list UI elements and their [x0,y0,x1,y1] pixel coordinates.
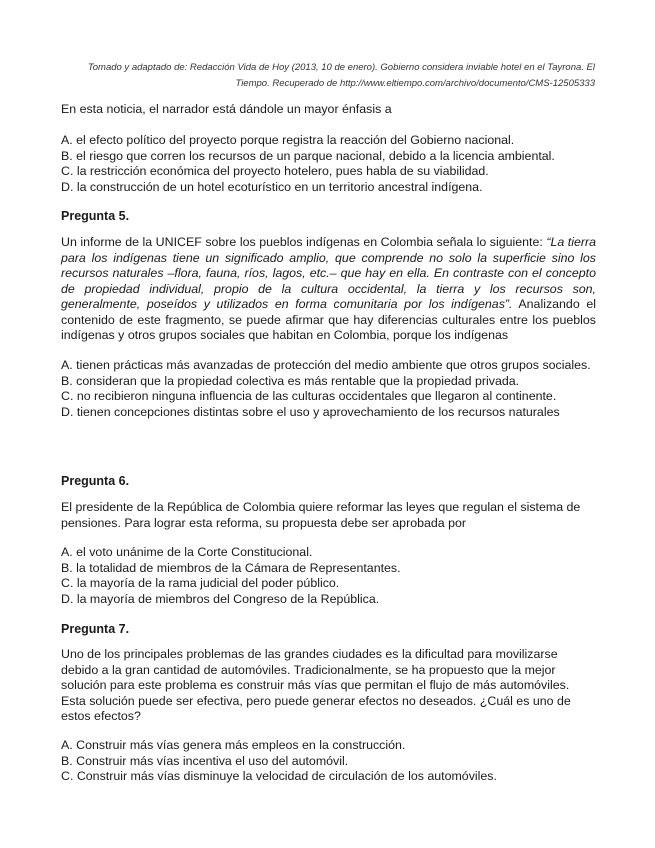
q5-stem-quote: “La tierra para los indígenas tiene un significado amplio, que comprende no solo la superficie sino los recursos naturales –flora, fauna, ríos, lagos, etc.– que hay en ella. En contraste con el concepto de propiedad individual, propio de la cultura occidental, la tierra y los recursos son, generalmente, poseídos y utilizados en forma comunitaria por los indígenas”. [61,235,596,311]
q4-option-c: C. la restricción económica del proyecto hotelero, pues habla de su viabilidad. [61,164,489,178]
q7-options [61,738,596,785]
q5-option-c: C. no recibieron ninguna influencia de las culturas occidentales que llegaron al continente. [61,389,557,403]
q6-options [61,545,596,607]
citation-line-2: Tiempo. Recuperado de http://www.eltiempo.com/archivo/documento/CMS-12505333 [235,78,595,89]
q6-option-c: C. la mayoría de la rama judicial del poder público. [61,576,340,590]
q5-option-a: A. tienen prácticas más avanzadas de protección del medio ambiente que otros grupos sociales. [61,358,591,372]
q4-stem: En esta noticia, el narrador está dándole un mayor énfasis a [61,102,392,116]
q5-option-b: B. consideran que la propiedad colectiva es más rentable que la propiedad privada. [61,373,520,388]
citation-line-1: Tomado y adaptado de: Redacción Vida de Hoy (2013, 10 de enero). Gobierno considera inviable hotel en el Tayrona. El [87,62,595,73]
q4-option-b: B. el riesgo que corren los recursos de un parque nacional, debido a la licencia ambiental. [61,148,555,163]
q6-option-d: D. la mayoría de miembros del Congreso de la República. [61,591,380,606]
q4-option-d: D. la construcción de un hotel ecoturístico en un territorio ancestral indígena. [61,179,483,194]
q5-stem [61,235,596,344]
q6-stem: El presidente de la República de Colombia quiere reformar las leyes que regulan el sistema de pensiones. Para lograr esta reforma, su propuesta debe ser aprobada por [61,500,581,530]
q7-stem: Uno de los principales problemas de las grandes ciudades es la dificultad para movilizarse debido a la gran cantidad de automóviles. Tradicionalmente, se ha propuesto que la mejor solución para este problema es construir más vías que permitan el flujo de más automóviles. Esta solución puede ser efectiva, pero puede generar efectos no deseados. ¿Cuál es uno de estos efectos? [61,647,571,723]
q7-heading: Pregunta 7. [61,622,130,636]
q6-heading: Pregunta 6. [61,474,130,488]
q5-options [61,358,596,420]
q6-option-a: A. el voto unánime de la Corte Constitucional. [61,545,313,559]
q5-stem-intro: Un informe de la UNICEF sobre los pueblos indígenas en Colombia señala lo siguiente: [61,235,547,249]
q7-option-c: C. Construir más vías disminuye la velocidad de circulación de los automóviles. [61,769,497,783]
source-citation [35,60,595,92]
q7-option-a: A. Construir más vías genera más empleos en la construcción. [61,738,406,752]
q5-heading: Pregunta 5. [61,209,130,223]
q5-option-d: D. tienen concepciones distintas sobre el uso y aprovechamiento de los recursos naturales [61,404,560,419]
q6-option-b: B. la totalidad de miembros de la Cámara de Representantes. [61,560,401,575]
q4-options [61,133,596,195]
q7-option-b: B. Construir más vías incentiva el uso del automóvil. [61,753,349,768]
q4-option-a: A. el efecto político del proyecto porque registra la reacción del Gobierno nacional. [61,133,515,147]
q5-stem-rest: Analizando el contenido de este fragmento, se puede afirmar que hay diferencias culturales entre los pueblos indígenas y otros grupos sociales que habitan en Colombia, porque los indígenas [61,297,596,342]
